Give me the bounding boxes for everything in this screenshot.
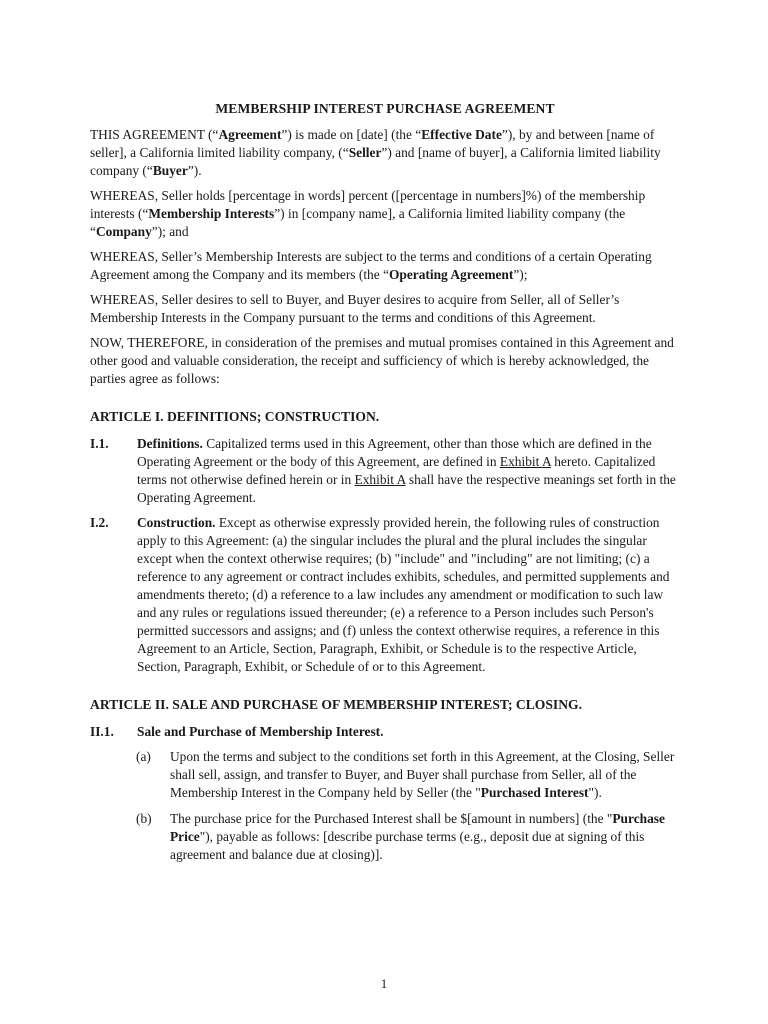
section-number: II.1.	[90, 724, 114, 739]
section-definitions: I.1. Definitions. Capitalized terms used in this Agreement, other than those which are defined in the Operating Agreement or the body of this Agreement, are defined in Exhibit A hereto. Capitalized terms not otherwise defined herein or in Exhibit A shall have the respective meanings set forth in the Operating Agreement.	[90, 436, 676, 505]
section-number: I.1.	[90, 436, 109, 451]
section-heading: Sale and Purchase of Membership Interest.	[137, 724, 384, 739]
whereas-paragraph-2: WHEREAS, Seller’s Membership Interests are subject to the terms and conditions of a certain Operating Agreement among the Company and its members (the “Operating Agreement”);	[90, 249, 652, 282]
section-sale-and-purchase	[90, 723, 680, 741]
document-body	[90, 100, 680, 872]
subsection-label: (b)	[136, 811, 152, 826]
subsection-label: (a)	[136, 749, 151, 764]
article-2-heading: ARTICLE II. SALE AND PURCHASE OF MEMBERSHIP INTEREST; CLOSING.	[90, 697, 583, 712]
intro-paragraph: THIS AGREEMENT (“Agreement”) is made on [date] (the “Effective Date”), by and between [name of seller], a California limited liability company, (“Seller”) and [name of buyer], a California limited liability company (“Buyer”).	[90, 127, 661, 178]
now-therefore-paragraph: NOW, THEREFORE, in consideration of the premises and mutual promises contained in this Agreement and other good and valuable consideration, the receipt and sufficiency of which is hereby acknowledged, the parties agree as follows:	[90, 335, 674, 386]
whereas-paragraph-1: WHEREAS, Seller holds [percentage in words] percent ([percentage in numbers]%) of the membership interests (“Membership Interests”) in [company name], a California limited liability company (the “Company”); and	[90, 188, 646, 239]
section-heading: Definitions.	[137, 436, 203, 451]
page-number: 1	[380, 976, 388, 991]
subsection-b: (b) The purchase price for the Purchased Interest shall be $[amount in numbers] (the "Purchase Price"), payable as follows: [describe purchase terms (e.g., deposit due at signing of this agreement and balance due at closing)].	[136, 811, 665, 862]
section-construction: I.2. Construction. Except as otherwise expressly provided herein, the following rules of construction apply to this Agreement: (a) the singular includes the plural and the plural includes the singular except when the context otherwise requires; (b) "include" and "including" are not limiting; (c) a reference to any agreement or contract includes exhibits, schedules, and permitted supplements and amendments thereto; (d) a reference to a law includes any amendment or modification to such law and any rules or regulations issued thereunder; (e) a reference to a Person includes such Person's permitted successors and assigns; and (f) unless the context otherwise requires, a reference in this Agreement to an Article, Section, Paragraph, Exhibit, or Schedule is to the respective Article, Section, Paragraph, Exhibit, or Schedule of or to this Agreement.	[90, 515, 670, 674]
whereas-paragraph-3: WHEREAS, Seller desires to sell to Buyer, and Buyer desires to acquire from Seller, all of Seller’s Membership Interests in the Company pursuant to the terms and conditions of this Agreement.	[90, 292, 620, 325]
exhibit-a-reference: Exhibit A	[499, 454, 551, 469]
section-heading: Construction.	[137, 515, 216, 530]
exhibit-a-reference: Exhibit A	[354, 472, 406, 487]
section-number: I.2.	[90, 515, 109, 530]
document-title: MEMBERSHIP INTEREST PURCHASE AGREEMENT	[215, 101, 555, 116]
subsection-a: (a) Upon the terms and subject to the conditions set forth in this Agreement, at the Closing, Seller shall sell, assign, and transfer to Buyer, and Buyer shall purchase from Seller, all of the Membership Interest in the Company held by Seller (the "Purchased Interest").	[136, 749, 675, 800]
article-1-heading: ARTICLE I. DEFINITIONS; CONSTRUCTION.	[90, 409, 380, 424]
